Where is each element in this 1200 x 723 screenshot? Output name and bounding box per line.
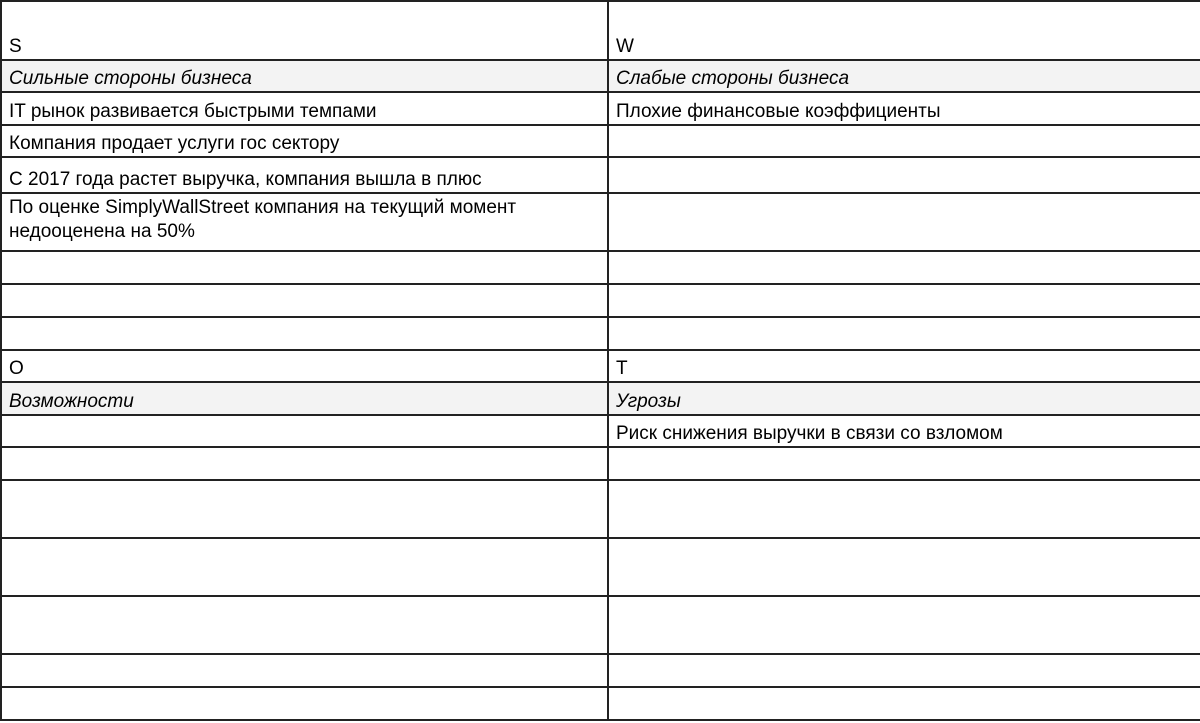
weaknesses-letter-cell[interactable]: W	[608, 1, 1200, 60]
table-row	[1, 251, 1200, 284]
table-row	[1, 538, 1200, 596]
table-row	[1, 415, 1200, 447]
weakness-item-cell[interactable]	[608, 193, 1200, 251]
strength-item-cell[interactable]: IT рынок развивается быстрыми темпами	[1, 92, 608, 125]
strength-item-cell[interactable]: Компания продает услуги гос сектору	[1, 125, 608, 157]
opportunity-item-cell[interactable]	[1, 415, 608, 447]
strength-item-cell[interactable]: По оценке SimplyWallStreet компания на текущий момент недооценена на 50%	[1, 193, 608, 251]
threat-item-cell[interactable]	[608, 654, 1200, 687]
table-row	[1, 1, 1200, 60]
opportunity-item-cell[interactable]	[1, 654, 608, 687]
strength-item-cell[interactable]: С 2017 года растет выручка, компания вышла в плюс	[1, 157, 608, 193]
strength-item-cell[interactable]	[1, 284, 608, 317]
table-row	[1, 596, 1200, 654]
weakness-item-cell[interactable]	[608, 284, 1200, 317]
table-row	[1, 654, 1200, 687]
weakness-item-cell[interactable]	[608, 317, 1200, 350]
table-row	[1, 317, 1200, 350]
opportunity-item-cell[interactable]	[1, 447, 608, 480]
opportunities-letter-cell[interactable]: O	[1, 350, 608, 382]
threat-item-cell[interactable]	[608, 447, 1200, 480]
opportunity-item-cell[interactable]	[1, 538, 608, 596]
weaknesses-title-cell[interactable]: Слабые стороны бизнеса	[608, 60, 1200, 92]
threats-letter-cell[interactable]: T	[608, 350, 1200, 382]
table-row	[1, 92, 1200, 125]
table-row	[1, 447, 1200, 480]
weakness-item-cell[interactable]: Плохие финансовые коэффициенты	[608, 92, 1200, 125]
table-row	[1, 687, 1200, 720]
opportunity-item-cell[interactable]	[1, 480, 608, 538]
threat-item-cell[interactable]	[608, 538, 1200, 596]
threat-item-cell[interactable]	[608, 596, 1200, 654]
threat-item-cell[interactable]: Риск снижения выручки в связи со взломом	[608, 415, 1200, 447]
threat-item-cell[interactable]	[608, 687, 1200, 720]
strengths-title-cell[interactable]: Сильные стороны бизнеса	[1, 60, 608, 92]
opportunities-title-cell[interactable]: Возможности	[1, 382, 608, 415]
opportunity-item-cell[interactable]	[1, 687, 608, 720]
weakness-item-cell[interactable]	[608, 157, 1200, 193]
table-row	[1, 157, 1200, 193]
table-row	[1, 125, 1200, 157]
strength-item-cell[interactable]	[1, 251, 608, 284]
table-row	[1, 284, 1200, 317]
opportunity-item-cell[interactable]	[1, 596, 608, 654]
table-row	[1, 350, 1200, 382]
strengths-letter-cell[interactable]: S	[1, 1, 608, 60]
weakness-item-cell[interactable]	[608, 125, 1200, 157]
strength-item-cell[interactable]	[1, 317, 608, 350]
weakness-item-cell[interactable]	[608, 251, 1200, 284]
table-row	[1, 382, 1200, 415]
table-row	[1, 60, 1200, 92]
threat-item-cell[interactable]	[608, 480, 1200, 538]
threats-title-cell[interactable]: Угрозы	[608, 382, 1200, 415]
table-row	[1, 480, 1200, 538]
table-row	[1, 193, 1200, 251]
